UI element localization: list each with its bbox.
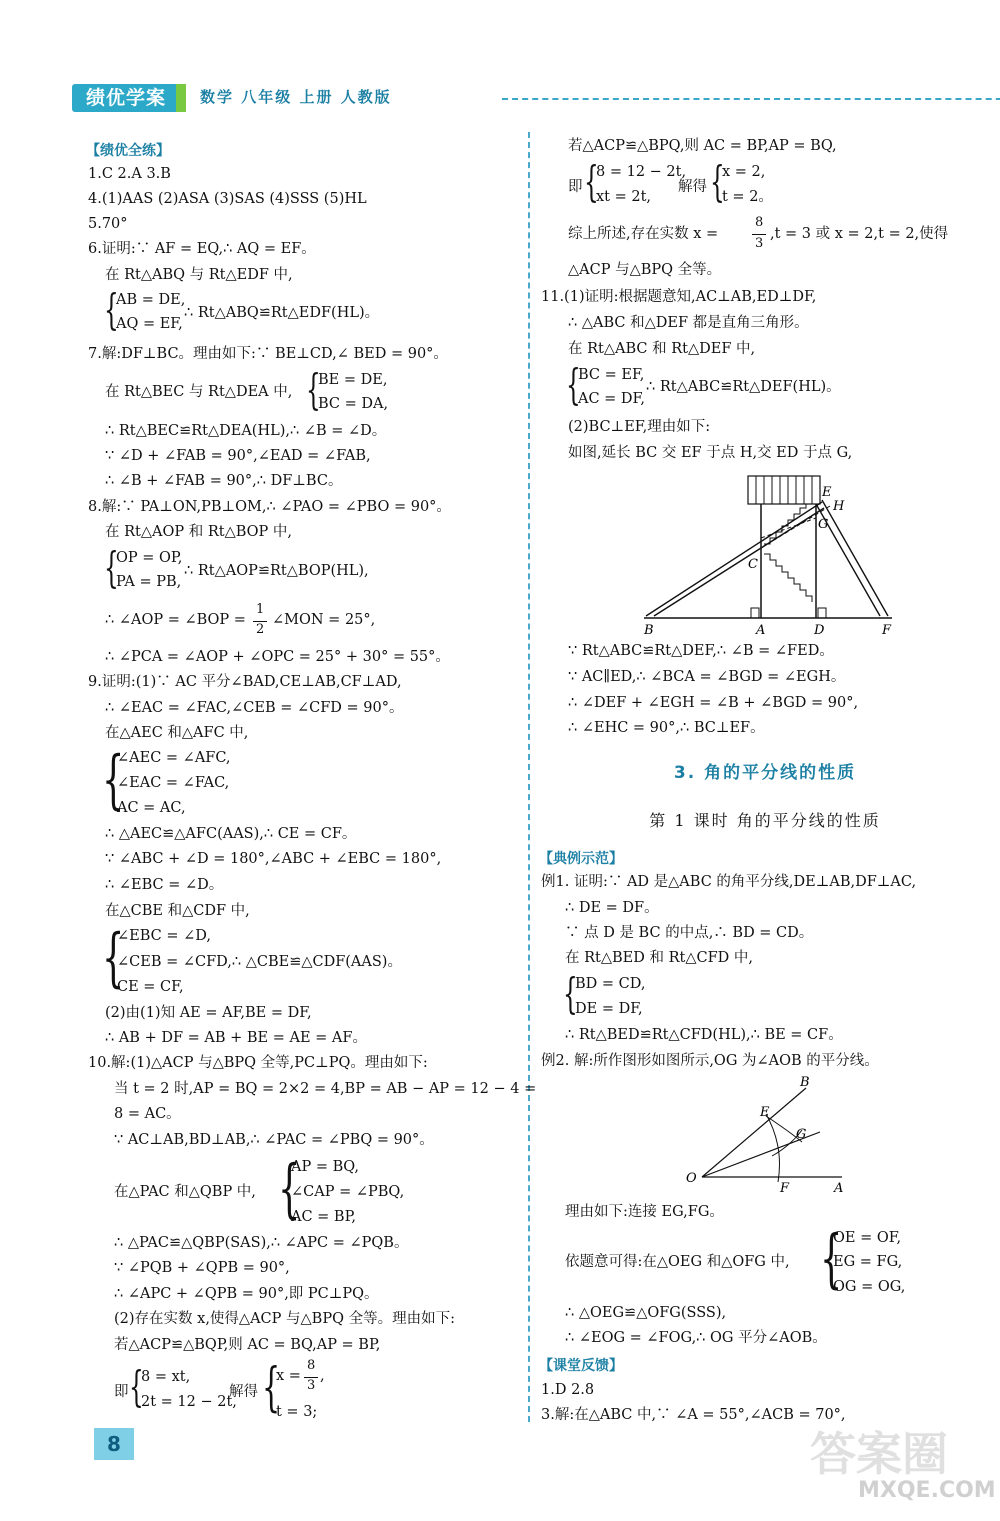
answer-7-cond2: BC = DA, bbox=[318, 396, 389, 412]
r-t: t = 2。 bbox=[722, 189, 773, 205]
example-2-line2: 理由如下:连接 EG,FG。 bbox=[565, 1204, 724, 1220]
feedback-3: 3.解:在△ABC 中,∵ ∠A = 55°,∠ACB = 70°, bbox=[541, 1407, 846, 1423]
watermark-url: MXQE.COM bbox=[858, 1478, 996, 1503]
example-2-line1: 例2. 解:所作图形如图所示,OG 为∠AOB 的平分线。 bbox=[541, 1053, 879, 1069]
answer-6-line1: 6.证明:∵ AF = EQ,∴ AQ = EF。 bbox=[88, 241, 316, 257]
r-x: x = 2, bbox=[722, 164, 766, 180]
answer-10-line6: ∴ △PAC≌△QBP(SAS),∴ ∠APC = ∠PQB。 bbox=[114, 1235, 409, 1251]
answer-11-line4: (2)BC⊥EF,理由如下: bbox=[568, 419, 711, 435]
answer-10-line8: ∴ ∠APC + ∠QPB = 90°,即 PC⊥PQ。 bbox=[114, 1286, 379, 1302]
example-1-line2: ∴ DE = DF。 bbox=[565, 900, 659, 916]
example-1-cond1: BD = CD, bbox=[575, 976, 646, 992]
answer-6-line2: 在 Rt△ABQ 与 Rt△EDF 中, bbox=[105, 267, 293, 283]
r-sys1: 8 = 12 − 2t, bbox=[596, 164, 687, 180]
answer-10-line10: 若△ACP≌△BQP,则 AC = BQ,AP = BP, bbox=[114, 1337, 381, 1353]
answer-7-line3: ∴ Rt△BEC≌Rt△DEA(HL),∴ ∠B = ∠D。 bbox=[105, 423, 387, 439]
page-number: 8 bbox=[94, 1428, 134, 1460]
answer-9-line5: ∵ ∠ABC + ∠D = 180°,∠ABC + ∠EBC = 180°, bbox=[105, 851, 442, 867]
brace: { bbox=[566, 360, 581, 409]
answer-11-conclusion: ∴ Rt△ABC≌Rt△DEF(HL)。 bbox=[646, 379, 841, 395]
answer-11-line2: ∴ △ABC 和△DEF 都是直角三角形。 bbox=[568, 315, 809, 331]
answer-9-line7: 在△CBE 和△CDF 中, bbox=[105, 903, 250, 919]
example-1-line5: ∴ Rt△BED≌Rt△CFD(HL),∴ BE = CF。 bbox=[565, 1027, 843, 1043]
answer-8-line3b: ∠MON = 25°, bbox=[272, 612, 376, 628]
answer-9-cond2: ∠EAC = ∠FAC, bbox=[117, 775, 230, 791]
fig1-label-H: H bbox=[833, 499, 845, 514]
answer-10-comma: , bbox=[320, 1368, 325, 1384]
r-line12d: ∴ ∠EHC = 90°,∴ BC⊥EF。 bbox=[568, 720, 765, 736]
fig1-label-A: A bbox=[756, 623, 766, 638]
answer-5: 5.70° bbox=[88, 216, 128, 232]
page-header bbox=[72, 84, 972, 118]
r-solve: 解得 bbox=[678, 179, 707, 195]
answer-9-line3: 在△AEC 和△AFC 中, bbox=[105, 725, 249, 741]
answer-9-line1: 9.证明:(1)∵ AC 平分∠BAD,CE⊥AB,CF⊥AD, bbox=[88, 674, 402, 690]
brace: { bbox=[262, 1358, 281, 1418]
answer-8-line1: 8.解:∵ PA⊥ON,PB⊥OM,∴ ∠PAO = ∠PBO = 90°。 bbox=[88, 499, 451, 515]
answer-9-line8: (2)由(1)知 AE = AF,BE = DF, bbox=[105, 1005, 312, 1021]
answer-9-line6: ∴ ∠EBC = ∠D。 bbox=[105, 877, 224, 893]
brace: { bbox=[104, 285, 119, 334]
r-line12a: ∵ Rt△ABC≌Rt△DEF,∴ ∠B = ∠FED。 bbox=[568, 643, 834, 659]
r-sys2: xt = 2t, bbox=[596, 189, 652, 205]
answer-11-line3: 在 Rt△ABC 和 Rt△DEF 中, bbox=[568, 341, 756, 357]
answer-11-cond2: AC = DF, bbox=[578, 391, 645, 407]
example-2-line4: ∴ △OEG≌△OFG(SSS), bbox=[565, 1305, 727, 1321]
fraction-denominator: 2 bbox=[256, 622, 265, 637]
answer-9-cond4: ∠EBC = ∠D, bbox=[117, 928, 211, 944]
answer-10-solve: 解得 bbox=[229, 1384, 258, 1400]
answer-9-cond5: ∠CEB = ∠CFD,∴ △CBE≌△CDF(AAS)。 bbox=[117, 954, 402, 970]
answer-10-line2: 当 t = 2 时,AP = BQ = 2×2 = 4,BP = AB − AP = 12 − 4 = bbox=[114, 1081, 537, 1097]
answer-10-line5: 在△PAC 和△QBP 中, bbox=[114, 1184, 256, 1200]
section-tag-practice: 【绩优全练】 bbox=[86, 143, 170, 159]
fraction-denominator: 3 bbox=[755, 236, 764, 251]
lesson-title: 第 1 课时 角的平分线的性质 bbox=[649, 811, 881, 830]
brace: { bbox=[820, 1222, 843, 1296]
example-2-cond3: OG = OG, bbox=[833, 1279, 906, 1295]
brace: { bbox=[104, 543, 119, 592]
answer-7-line4: ∵ ∠D + ∠FAB = 90°,∠EAD = ∠FAB, bbox=[105, 448, 371, 464]
answer-9-line9: ∴ AB + DF = AB + BE = AE = AF。 bbox=[105, 1030, 367, 1046]
brace: { bbox=[102, 743, 125, 817]
feedback-1-2: 1.D 2.8 bbox=[541, 1382, 595, 1398]
answer-6-cond2: AQ = EF, bbox=[116, 316, 183, 332]
answer-8-line3a: ∴ ∠AOP = ∠BOP = bbox=[105, 612, 246, 628]
fig2-label-O: O bbox=[686, 1171, 697, 1186]
answer-9-cond1: ∠AEC = ∠AFC, bbox=[117, 750, 231, 766]
fig1-label-D: D bbox=[814, 623, 825, 638]
brace: { bbox=[102, 921, 125, 995]
r-summary-b: ,t = 3 或 x = 2,t = 2,使得 bbox=[770, 226, 949, 242]
brace: { bbox=[306, 365, 321, 414]
fig2-label-F: F bbox=[780, 1181, 790, 1196]
r-line1: 若△ACP≌△BPQ,则 AC = BP,AP = BQ, bbox=[568, 138, 837, 154]
answer-4: 4.(1)AAS (2)ASA (3)SAS (4)SSS (5)HL bbox=[88, 191, 367, 207]
r-summary-c: △ACP 与△BPQ 全等。 bbox=[568, 262, 722, 278]
answer-6-conclusion: ∴ Rt△ABQ≌Rt△EDF(HL)。 bbox=[184, 305, 380, 321]
answer-10-t: t = 3; bbox=[276, 1404, 318, 1420]
example-1-line4: 在 Rt△BED 和 Rt△CFD 中, bbox=[565, 950, 753, 966]
section-tag-feedback: 【课堂反馈】 bbox=[539, 1358, 623, 1374]
r-line12c: ∴ ∠DEF + ∠EGH = ∠B + ∠BGD = 90°, bbox=[568, 695, 859, 711]
example-1-line3: ∵ 点 D 是 BC 的中点,∴ BD = CD。 bbox=[565, 925, 814, 941]
answer-11-cond1: BC = EF, bbox=[578, 367, 645, 383]
fig2-label-G: G bbox=[796, 1127, 807, 1142]
book-subtitle: 数学 八年级 上册 人教版 bbox=[200, 88, 392, 106]
answer-10-line4: ∵ AC⊥AB,BD⊥AB,∴ ∠PAC = ∠PBQ = 90°。 bbox=[114, 1132, 434, 1148]
answer-10-line3: 8 = AC。 bbox=[114, 1106, 181, 1122]
answer-9-line2: ∴ ∠EAC = ∠FAC,∠CEB = ∠CFD = 90°。 bbox=[105, 700, 404, 716]
answer-10-cond3: AC = BP, bbox=[291, 1209, 357, 1225]
fraction-numerator: 8 bbox=[307, 1358, 316, 1373]
fig1-label-G: G bbox=[818, 517, 829, 532]
answer-10-cond2: ∠CAP = ∠PBQ, bbox=[291, 1184, 405, 1200]
fraction-numerator: 8 bbox=[755, 215, 764, 230]
header-dashed-rule bbox=[502, 98, 1000, 100]
fraction-denominator: 3 bbox=[307, 1378, 316, 1393]
fig1-label-E: E bbox=[822, 485, 832, 500]
answer-8-cond1: OP = OP, bbox=[116, 550, 183, 566]
answer-8-conclusion: ∴ Rt△AOP≌Rt△BOP(HL), bbox=[184, 563, 369, 579]
example-2-line5: ∴ ∠EOG = ∠FOG,∴ OG 平分∠AOB。 bbox=[565, 1330, 827, 1346]
fraction-numerator: 1 bbox=[256, 602, 265, 617]
fig2-label-E: E bbox=[760, 1105, 770, 1120]
watermark-logo: 答案圈 bbox=[810, 1427, 948, 1481]
answer-10-line7: ∵ ∠PQB + ∠QPB = 90°, bbox=[114, 1260, 290, 1276]
logo-accent bbox=[176, 84, 186, 112]
example-1-line1: 例1. 证明:∵ AD 是△ABC 的角平分线,DE⊥AB,DF⊥AC, bbox=[541, 874, 917, 890]
answer-8-cond2: PA = PB, bbox=[116, 574, 182, 590]
figure-angle-bisector bbox=[680, 1072, 860, 1200]
answer-1-3: 1.C 2.A 3.B bbox=[88, 166, 171, 182]
r-jie: 即 bbox=[568, 179, 583, 195]
fig1-label-F: F bbox=[882, 623, 892, 638]
section-tag-examples: 【典例示范】 bbox=[539, 851, 623, 867]
answer-9-cond3: AC = AC, bbox=[117, 800, 186, 816]
fig1-label-B: B bbox=[644, 623, 654, 638]
fig1-label-C: C bbox=[748, 557, 758, 572]
example-1-cond2: DE = DF, bbox=[575, 1001, 643, 1017]
brace: { bbox=[584, 157, 599, 206]
example-2-cond2: EG = FG, bbox=[833, 1254, 903, 1270]
answer-7-cond1: BE = DE, bbox=[318, 372, 388, 388]
figure-tower bbox=[630, 470, 900, 640]
answer-7-line5: ∴ ∠B + ∠FAB = 90°,∴ DF⊥BC。 bbox=[105, 473, 343, 489]
r-line12b: ∵ AC∥ED,∴ ∠BCA = ∠BGD = ∠EGH。 bbox=[568, 669, 846, 685]
answer-9-line4: ∴ △AEC≌△AFC(AAS),∴ CE = CF。 bbox=[105, 826, 357, 842]
answer-10-sys1: 8 = xt, bbox=[141, 1369, 191, 1385]
answer-10-cond1: AP = BQ, bbox=[291, 1159, 360, 1175]
answer-11-line5: 如图,延长 BC 交 EF 于点 H,交 ED 于点 G, bbox=[568, 445, 853, 461]
brace: { bbox=[563, 969, 578, 1018]
fig2-label-A: A bbox=[834, 1181, 844, 1196]
answer-6-cond1: AB = DE, bbox=[116, 292, 186, 308]
answer-9-cond6: CE = CF, bbox=[117, 979, 184, 995]
answer-7-line2: 在 Rt△BEC 与 Rt△DEA 中, bbox=[105, 384, 293, 400]
book-logo: 绩优学案 bbox=[72, 84, 180, 112]
answer-10-jie: 即 bbox=[114, 1384, 129, 1400]
answer-10-line1: 10.解:(1)△ACP 与△BPQ 全等,PC⊥PQ。理由如下: bbox=[88, 1055, 428, 1071]
answer-7-line1: 7.解:DF⊥BC。理由如下:∵ BE⊥CD,∠ BED = 90°。 bbox=[88, 346, 448, 362]
answer-10-line9: (2)存在实数 x,使得△ACP 与△BPQ 全等。理由如下: bbox=[114, 1311, 455, 1327]
answer-8-line4: ∴ ∠PCA = ∠AOP + ∠OPC = 25° + 30° = 55°。 bbox=[105, 649, 450, 665]
answer-8-line2: 在 Rt△AOP 和 Rt△BOP 中, bbox=[105, 524, 293, 540]
section-title: 3. 角的平分线的性质 bbox=[673, 763, 857, 783]
brace: { bbox=[129, 1362, 144, 1411]
answer-10-x: x = bbox=[276, 1368, 301, 1384]
example-2-line3: 依题意可得:在△OEG 和△OFG 中, bbox=[565, 1254, 790, 1270]
brace: { bbox=[710, 157, 725, 206]
r-summary-a: 综上所述,存在实数 x = bbox=[568, 226, 719, 242]
answer-11-line1: 11.(1)证明:根据题意知,AC⊥AB,ED⊥DF, bbox=[541, 289, 817, 305]
example-2-cond1: OE = OF, bbox=[833, 1230, 902, 1246]
brace: { bbox=[278, 1152, 301, 1226]
fig2-label-B: B bbox=[800, 1075, 810, 1090]
answer-10-sys2: 2t = 12 − 2t, bbox=[141, 1394, 237, 1410]
